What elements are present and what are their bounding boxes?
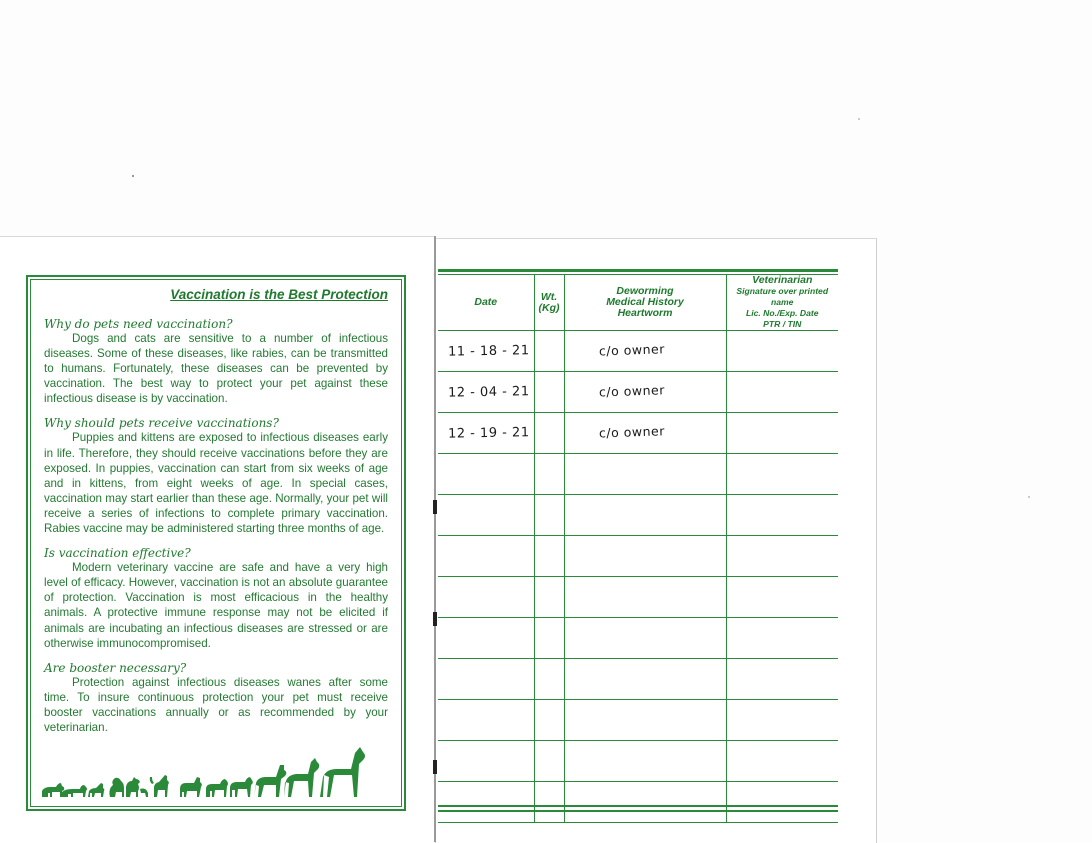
table-row bbox=[438, 741, 838, 782]
history-entry: c/o owner bbox=[564, 382, 664, 400]
section-heading: Why should pets receive vaccinations? bbox=[44, 416, 388, 430]
history-cell bbox=[564, 659, 726, 700]
table-row bbox=[438, 372, 838, 413]
header-vet-line1: Veterinarian bbox=[727, 275, 839, 286]
header-vet-line4: PTR / TIN bbox=[727, 319, 839, 330]
history-cell bbox=[564, 782, 726, 823]
veterinarian-cell bbox=[726, 577, 838, 618]
table-row bbox=[438, 536, 838, 577]
date-cell bbox=[438, 700, 534, 741]
history-cell bbox=[564, 536, 726, 577]
weight-cell bbox=[534, 659, 564, 700]
date-cell bbox=[438, 618, 534, 659]
history-entry bbox=[565, 600, 599, 601]
scan-speck bbox=[132, 175, 134, 177]
history-entry bbox=[565, 477, 599, 478]
veterinarian-cell bbox=[726, 331, 838, 372]
fold-mark bbox=[433, 500, 437, 514]
table-row bbox=[438, 413, 838, 454]
table-row bbox=[438, 577, 838, 618]
top-rule bbox=[438, 269, 838, 272]
veterinarian-cell bbox=[726, 741, 838, 782]
section-text: Dogs and cats are sensitive to a number of infectious diseases. Some of these diseases, like rabies, can be transmitted to humans. Fortunately, these diseases can be prevented by vaccination. The best way to protect your pet against these infectious disease is by vaccination. bbox=[44, 331, 388, 406]
fold-mark bbox=[433, 612, 437, 626]
left-page bbox=[0, 236, 436, 843]
table-row bbox=[438, 331, 838, 372]
page-fold bbox=[434, 236, 436, 842]
date-entry: 11 - 18 - 21 bbox=[438, 343, 530, 360]
history-entry bbox=[565, 723, 599, 724]
veterinarian-cell bbox=[726, 659, 838, 700]
bottom-rule bbox=[438, 805, 838, 807]
date-cell bbox=[438, 454, 534, 495]
weight-cell bbox=[534, 618, 564, 659]
date-cell bbox=[438, 413, 534, 454]
veterinarian-cell bbox=[726, 413, 838, 454]
history-entry bbox=[565, 764, 599, 765]
dog-silhouettes-icon bbox=[40, 737, 390, 803]
date-cell bbox=[438, 495, 534, 536]
veterinarian-cell bbox=[726, 618, 838, 659]
info-panel-body bbox=[44, 317, 388, 745]
veterinarian-cell bbox=[726, 700, 838, 741]
weight-cell bbox=[534, 331, 564, 372]
date-cell bbox=[438, 741, 534, 782]
weight-cell bbox=[534, 700, 564, 741]
weight-cell bbox=[534, 454, 564, 495]
date-cell bbox=[438, 577, 534, 618]
table-row bbox=[438, 618, 838, 659]
date-entry: 12 - 19 - 21 bbox=[438, 425, 530, 442]
history-cell bbox=[564, 700, 726, 741]
history-entry: c/o owner bbox=[564, 423, 664, 441]
section-heading: Is vaccination effective? bbox=[44, 546, 388, 560]
header-weight-line2: (Kg) bbox=[539, 302, 560, 314]
info-panel-title: Vaccination is the Best Protection bbox=[170, 287, 388, 302]
veterinarian-cell bbox=[726, 782, 838, 823]
veterinarian-cell bbox=[726, 372, 838, 413]
header-veterinarian bbox=[726, 275, 838, 331]
bottom-rule-2 bbox=[438, 810, 838, 812]
history-entry bbox=[565, 559, 599, 560]
veterinarian-cell bbox=[726, 536, 838, 577]
header-date: Date bbox=[438, 275, 534, 331]
header-vet-line2: Signature over printed name bbox=[727, 286, 839, 308]
header-weight bbox=[534, 275, 564, 331]
table-row bbox=[438, 495, 838, 536]
table-header-row bbox=[438, 275, 838, 331]
section-text: Modern veterinary vaccine are safe and have a very high level of efficacy. However, vaccination is not an absolute guarantee of protection. Vaccination is most efficacious in the healthy animals. A protective immune response may not be elicited if animals are incubating an infectious diseases are stressed or are otherwise immunocompromised. bbox=[44, 560, 388, 651]
header-vet-line3: Lic. No./Exp. Date bbox=[727, 308, 839, 319]
date-cell bbox=[438, 372, 534, 413]
table-row bbox=[438, 454, 838, 495]
history-cell bbox=[564, 495, 726, 536]
date-cell bbox=[438, 782, 534, 823]
history-entry bbox=[565, 641, 599, 642]
history-cell bbox=[564, 454, 726, 495]
history-cell bbox=[564, 577, 726, 618]
treatment-log-table bbox=[438, 275, 838, 823]
table-row bbox=[438, 659, 838, 700]
header-weight-line1: Wt. bbox=[541, 291, 557, 303]
weight-cell bbox=[534, 372, 564, 413]
veterinarian-cell bbox=[726, 495, 838, 536]
history-cell bbox=[564, 741, 726, 782]
history-cell bbox=[564, 618, 726, 659]
section-text: Protection against infectious diseases wanes after some time. To insure continuous protection your pet must receive booster vaccinations annually or as recommended by your veterinarian. bbox=[44, 675, 388, 735]
history-entry bbox=[565, 518, 599, 519]
header-history-line2: Medical History bbox=[606, 296, 684, 308]
info-panel-frame bbox=[26, 275, 406, 811]
date-cell bbox=[438, 331, 534, 372]
header-history-line3: Heartworm bbox=[618, 307, 673, 319]
date-cell bbox=[438, 659, 534, 700]
weight-cell bbox=[534, 741, 564, 782]
date-cell bbox=[438, 536, 534, 577]
header-history bbox=[564, 275, 726, 331]
weight-cell bbox=[534, 413, 564, 454]
section-text: Puppies and kittens are exposed to infectious diseases early in life. Therefore, they should receive vaccinations before they are exposed. In puppies, vaccination can start from six weeks of age and in kittens, from eight weeks of age. In special cases, vaccination may start earlier than these age. Normally, your pet will receive a series of infections to complete primary vaccination. Rabies vaccine may be administered starting three months of age. bbox=[44, 430, 388, 536]
history-cell bbox=[564, 413, 726, 454]
right-page bbox=[436, 238, 877, 843]
section-heading: Why do pets need vaccination? bbox=[44, 317, 388, 331]
history-entry bbox=[565, 682, 599, 683]
history-entry: c/o owner bbox=[564, 341, 664, 359]
history-cell bbox=[564, 331, 726, 372]
table-row bbox=[438, 782, 838, 823]
table-row bbox=[438, 700, 838, 741]
scan-speck bbox=[858, 118, 860, 120]
fold-mark bbox=[433, 760, 437, 774]
weight-cell bbox=[534, 782, 564, 823]
veterinarian-cell bbox=[726, 454, 838, 495]
date-entry: 12 - 04 - 21 bbox=[438, 384, 530, 401]
weight-cell bbox=[534, 495, 564, 536]
weight-cell bbox=[534, 577, 564, 618]
weight-cell bbox=[534, 536, 564, 577]
header-history-line1: Deworming bbox=[616, 285, 673, 297]
scan-speck bbox=[1028, 496, 1030, 498]
section-heading: Are booster necessary? bbox=[44, 661, 388, 675]
history-cell bbox=[564, 372, 726, 413]
